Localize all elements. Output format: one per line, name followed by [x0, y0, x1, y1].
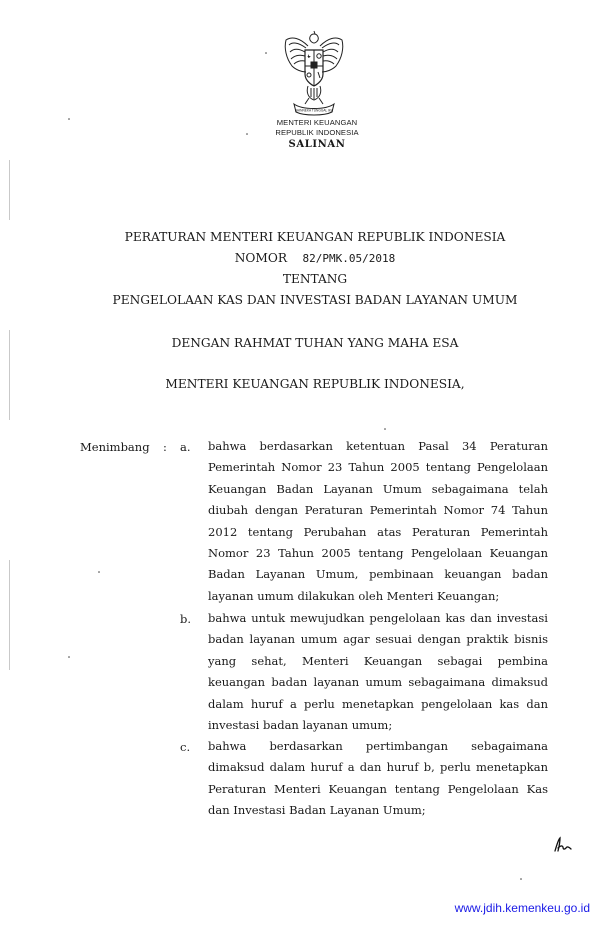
copy-stamp: SALINAN: [288, 139, 346, 150]
menimbang-colon: :: [163, 440, 167, 454]
consideration-text: bahwa berdasarkan ketentuan Pasal 34 Peraturan Pemerintah Nomor 23 Tahun 2005 tentang Pengelolaan Keuangan Badan Layanan Umum sebagaimana telah diubah dengan Peraturan Pemerintah Nomor 74 Tahun 2012 tentang Perubahan atas Peraturan Pemerintah Nomor 23 Tahun 2005 tentang Pengelolaan Keuangan Badan Layanan Umum, pembinaan keuangan badan layanan umum dilakukan oleh Menteri Keuangan;: [208, 439, 548, 603]
scan-speck: [520, 878, 522, 880]
regulation-subject: PENGELOLAAN KAS DAN INVESTASI BADAN LAYANAN UMUM: [112, 293, 518, 307]
nomor-label: NOMOR: [234, 251, 288, 265]
scan-speck: [384, 428, 386, 430]
consideration-letter: c.: [180, 740, 191, 754]
authority-line: MENTERI KEUANGAN REPUBLIK INDONESIA,: [165, 377, 465, 391]
regulation-title: PERATURAN MENTERI KEUANGAN REPUBLIK INDONESIA: [124, 230, 506, 244]
initial-signature-mark: [552, 836, 574, 854]
scan-speck: [246, 133, 248, 135]
ministry-name: MENTERI KEUANGAN: [276, 118, 358, 127]
scan-speck: [265, 52, 267, 54]
regulation-number: [95, 251, 535, 265]
consideration-text: bahwa untuk mewujudkan pengelolaan kas dan investasi badan layanan umum agar sesuai dengan praktik bisnis yang sehat, Menteri Keuangan sebagai pembina keuangan badan layanan umum sebagaimana dimaksud dalam huruf a perlu menetapkan pengelolaan kas dan investasi badan layanan umum;: [208, 611, 548, 733]
scan-margin-line: [9, 160, 10, 220]
ministry-country: REPUBLIK INDONESIA: [275, 127, 359, 137]
nomor-value: 82/PMK.05/2018: [302, 252, 396, 265]
scan-margin-line: [9, 330, 10, 420]
tentang-label: TENTANG: [282, 272, 348, 286]
ministry-header: [232, 118, 402, 137]
scan-speck: [98, 571, 100, 573]
emblem-motto: BHINNEKA TUNGGAL IKA: [294, 108, 334, 113]
scan-speck: [68, 118, 70, 120]
jdih-website-link[interactable]: www.jdih.kemenkeu.go.id: [454, 901, 590, 915]
scan-margin-line: [9, 560, 10, 670]
consideration-letter: a.: [180, 440, 191, 454]
consideration-text: bahwa berdasarkan pertimbangan sebagaimana dimaksud dalam huruf a dan huruf b, perlu menetapkan Peraturan Menteri Keuangan tentang Pengelolaan Kas dan Investasi Badan Layanan Umum;: [208, 739, 548, 818]
consideration-letter: b.: [180, 612, 192, 626]
blessing-line: DENGAN RAHMAT TUHAN YANG MAHA ESA: [171, 336, 459, 350]
menimbang-label: Menimbang: [80, 440, 150, 454]
garuda-emblem-icon: [278, 28, 350, 120]
scan-speck: [68, 656, 70, 658]
